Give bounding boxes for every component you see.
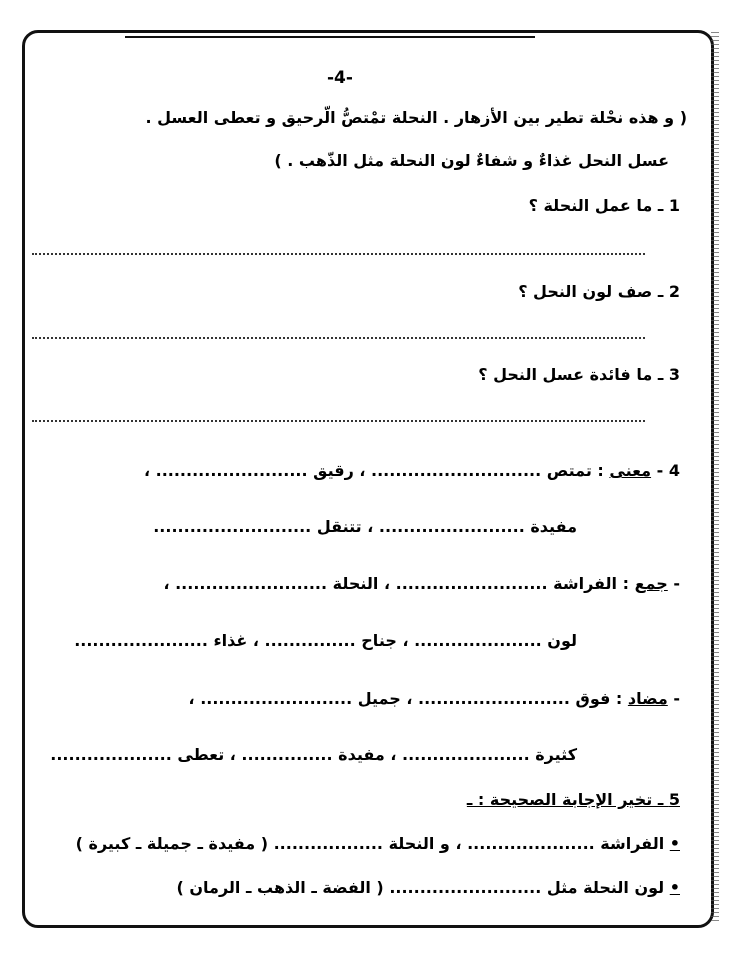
passage-line-2: عسل النحل غذاءٌ و شفاءٌ لون النحلة مثل الذّهب . )	[274, 151, 669, 170]
opposite-prefix: -	[673, 689, 680, 708]
page-number: -4-	[327, 68, 353, 88]
plural-line-1[interactable]: : الفراشة ......................... ، النحلة ......................... ،	[163, 574, 630, 593]
top-rule	[125, 36, 535, 38]
meaning-title: معنى	[609, 461, 652, 480]
opposite-title: مضاد	[627, 689, 668, 708]
meaning-line-1[interactable]: : تمتص ............................ ، رقيق ......................... ،	[143, 461, 604, 480]
plural-prefix: -	[673, 574, 680, 593]
q5-item-1	[76, 834, 680, 854]
question-1: 1 ـ ما عمل النحلة ؟	[528, 196, 680, 215]
opposite-line-2[interactable]: كثيرة ..................... ، مفيدة ............... ، تعطى ....................	[50, 745, 577, 764]
plural-row-1	[163, 574, 680, 594]
q5-item-1-text[interactable]: الفراشة ..................... ، و النحلة .................. ( مفيدة ـ جميلة ـ كبيرة )	[75, 834, 665, 853]
question-2: 2 ـ صف لون النحل ؟	[518, 282, 680, 301]
opposite-line-1[interactable]: : فوق ......................... ، جميل ......................... ،	[188, 689, 623, 708]
bullet-icon: •	[669, 834, 680, 853]
answer-line-1[interactable]	[32, 253, 645, 255]
question-3: 3 ـ ما فائدة عسل النحل ؟	[478, 365, 680, 384]
answer-line-2[interactable]	[32, 337, 645, 339]
q5-title: 5 ـ تخير الإجابة الصحيحة : ـ	[466, 790, 680, 809]
meaning-line-2[interactable]: مفيدة ........................ ، تتنقل ..........................	[153, 517, 577, 536]
q5-item-2	[177, 878, 681, 898]
opposite-row-1	[189, 689, 680, 709]
q4-number: 4 -	[656, 461, 680, 480]
plural-line-2[interactable]: لون ..................... ، جناح ............... ، غذاء ......................	[74, 631, 577, 650]
passage-line-1: ( و هذه نحْلة تطير بين الأزهار . النحلة تمْتصُّ الّرحيق و تعطى العسل .	[145, 108, 687, 127]
meaning-row-1	[144, 461, 680, 481]
answer-line-3[interactable]	[32, 420, 645, 422]
plural-title: جمع	[634, 574, 668, 593]
decorative-border	[711, 32, 719, 924]
bullet-icon: •	[669, 878, 680, 897]
q5-item-2-text[interactable]: لون النحلة مثل ......................... ( الفضة ـ الذهب ـ الرمان )	[176, 878, 665, 897]
